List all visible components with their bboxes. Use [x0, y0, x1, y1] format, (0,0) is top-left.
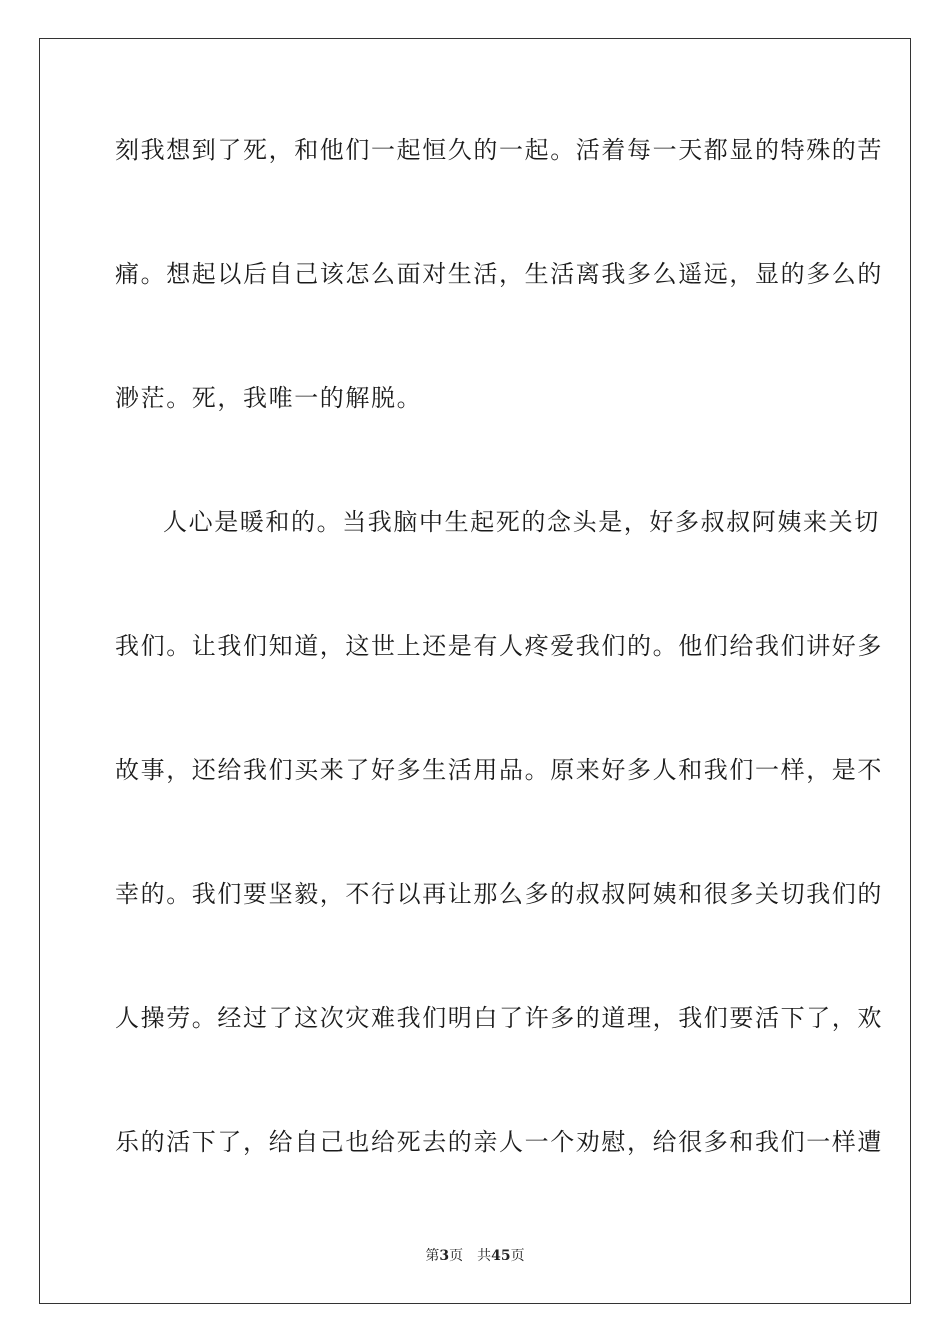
page-footer [0, 1246, 950, 1266]
total-label-prefix: 共 [477, 1248, 492, 1264]
page-number: 3 [439, 1248, 450, 1264]
page-label-prefix: 第 [425, 1248, 440, 1264]
total-pages: 45 [491, 1248, 511, 1264]
body-text-line: 故事，还给我们买来了好多生活用品。原来好多人和我们一样，是不 [115, 756, 883, 784]
body-text-line: 人操劳。经过了这次灾难我们明白了许多的道理，我们要活下了，欢 [115, 1004, 883, 1032]
body-text-line: 渺茫。死，我唯一的解脱。 [115, 384, 423, 412]
body-text-line: 幸的。我们要坚毅，不行以再让那么多的叔叔阿姨和很多关切我们的 [115, 880, 883, 908]
page-label-suffix: 页 [449, 1248, 464, 1264]
body-text-line: 痛。想起以后自己该怎么面对生活，生活离我多么遥远，显的多么的 [115, 260, 883, 288]
body-text-line: 刻我想到了死，和他们一起恒久的一起。活着每一天都显的特殊的苦 [115, 136, 883, 164]
body-text-line: 我们。让我们知道，这世上还是有人疼爱我们的。他们给我们讲好多 [115, 632, 883, 660]
paragraph-first-line: 人心是暖和的。当我脑中生起死的念头是，好多叔叔阿姨来关切 [163, 508, 880, 536]
body-text-line: 乐的活下了，给自己也给死去的亲人一个劝慰，给很多和我们一样遭 [115, 1128, 883, 1156]
total-label-suffix: 页 [510, 1248, 525, 1264]
page-border [39, 38, 911, 1304]
